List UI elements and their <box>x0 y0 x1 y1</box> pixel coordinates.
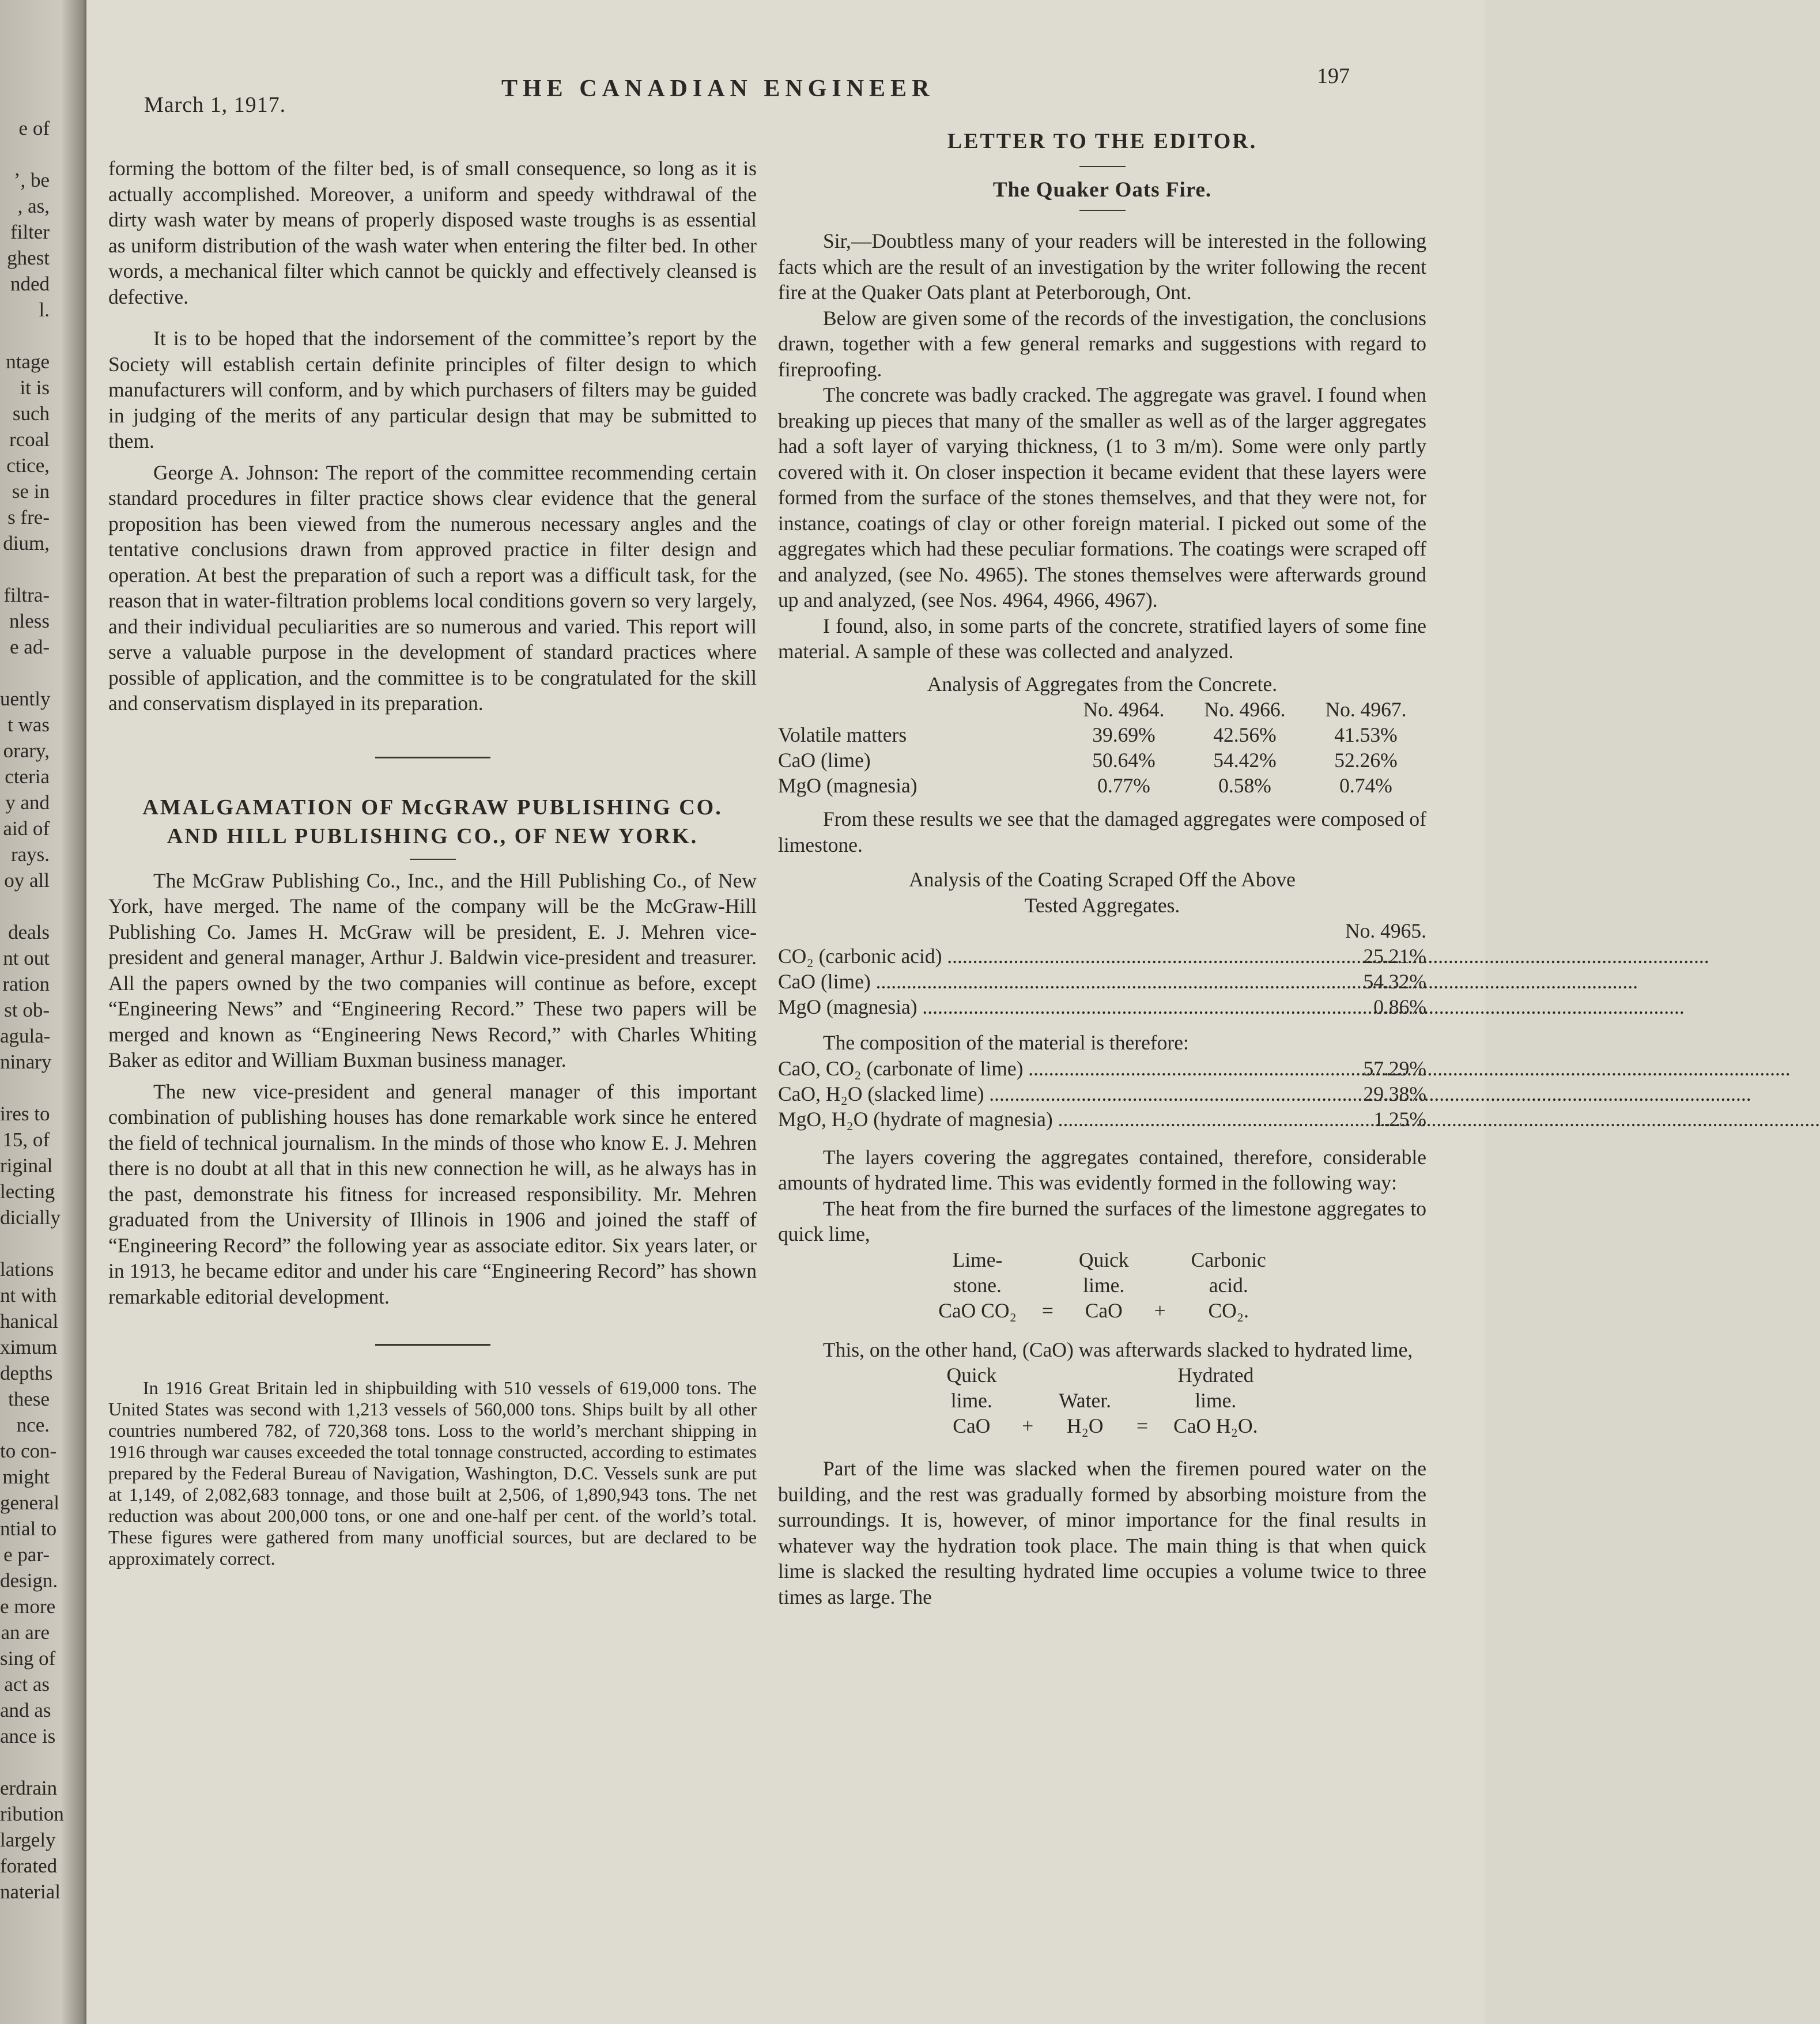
equation-term: CaO CO₂ <box>938 1298 1017 1322</box>
article-title <box>108 793 757 851</box>
facing-page-fragment: ribution <box>0 1803 64 1825</box>
table-row <box>778 1107 1426 1132</box>
equation-term: CaO <box>1085 1298 1123 1322</box>
paragraph: I found, also, in some parts of the concrete, stratified layers of some fine material. A sample of these was collected and analyzed. <box>778 614 1426 663</box>
table-row <box>778 747 1426 773</box>
facing-page-fragment <box>0 660 50 686</box>
right-column <box>778 127 1426 1610</box>
facing-page-fragment: ’, be <box>13 169 50 191</box>
facing-page-fragment: orary, <box>3 739 50 762</box>
composition-table <box>778 1056 1426 1132</box>
equation-heading: Water. <box>1059 1389 1112 1412</box>
facing-page-fragment: l. <box>39 299 50 321</box>
facing-page-fragment: ninary <box>0 1051 52 1073</box>
binding-gutter <box>0 0 86 2024</box>
table-row <box>778 994 1426 1019</box>
table-row <box>778 773 1426 798</box>
facing-page-fragment: nded <box>10 273 50 295</box>
facing-page-fragment: se in <box>12 480 50 503</box>
facing-page-fragment: e par- <box>3 1543 50 1566</box>
facing-page-fragment <box>0 893 50 919</box>
facing-page-fragment: dium, <box>3 532 50 554</box>
table-2-title-line-1: Analysis of the Coating Scraped Off the Above <box>909 868 1296 891</box>
facing-page-fragment: general <box>0 1491 59 1514</box>
letter-subtitle: The Quaker Oats Fire. <box>992 178 1212 202</box>
facing-page-fragment: it is <box>20 376 50 399</box>
cell: 54.32% <box>1363 970 1426 993</box>
table-row <box>778 722 1426 747</box>
paragraph: From these results we see that the damaged aggregates were composed of limestone. <box>778 807 1426 856</box>
equation-heading: lime. <box>1083 1273 1125 1297</box>
table-header-row <box>778 697 1426 722</box>
row-label: Volatile matters <box>778 723 907 746</box>
table-2-title-line-2: Tested Aggregates. <box>1024 893 1180 917</box>
facing-page-fragment: filter <box>10 221 50 243</box>
left-column <box>108 156 757 1569</box>
section-title: LETTER TO THE EDITOR. <box>947 129 1258 153</box>
facing-page-fragment: depths <box>0 1362 53 1384</box>
facing-page-fragment: might <box>2 1466 50 1488</box>
paragraph: The heat from the fire burned the surfaces of the limestone aggregates to quick lime, <box>778 1196 1426 1245</box>
table-row <box>778 943 1426 969</box>
facing-page-fragment: t was <box>7 713 50 736</box>
facing-page-fragment: e of <box>18 117 50 139</box>
cell: 0.77% <box>1097 774 1150 797</box>
page-number: 197 <box>1317 64 1350 88</box>
facing-page-fragment: nt with <box>0 1284 57 1306</box>
cell: 0.58% <box>1218 774 1271 797</box>
paragraph: Below are given some of the records of the investigation, the conclusions drawn, together with a few general remarks and suggestions with regard to fireproofing. <box>778 306 1426 381</box>
column-header: No. 4966. <box>1204 698 1286 721</box>
cell: 39.69% <box>1092 723 1156 746</box>
paragraph: Sir,—Doubtless many of your readers will be interested in the following facts which are the result of an investigation by the writer following the recent fire at the Quaker Oats plant at Peterborough, Ont. <box>778 229 1426 304</box>
paragraph: The concrete was badly cracked. The aggregate was gravel. I found when breaking up pieces that many of the smaller as well as of the larger aggregates had a soft layer of varying thickness, (1 to 3 m/m). Some were only partly covered with it. On closer inspection it became evident that these layers were formed from the surface of the stones themselves, and that they were not, for instance, coatings of clay or other foreign material. I picked out some of the aggregates which had these peculiar formations. The coatings were scraped off and analyzed, (see No. 4965). The stones themselves were afterwards ground up and analyzed, (see Nos. 4964, 4966, 4967). <box>778 383 1426 611</box>
paragraph: It is to be hoped that the indorsement of the committee’s report by the Society will establish certain definite principles of filter design to which manufacturers will conform, and by which purchasers of filters may be guided in judging of the merits of any particular design that may be submitted to them. <box>108 327 757 452</box>
cell: 50.64% <box>1092 749 1156 772</box>
facing-page-fragment: 15, of <box>2 1128 50 1151</box>
cell: 0.74% <box>1339 774 1392 797</box>
table-row <box>778 1056 1426 1081</box>
equation-heading: Carbonic <box>1191 1248 1266 1271</box>
equation-heading <box>1046 1362 1124 1388</box>
facing-page-fragment: hanical <box>0 1310 59 1332</box>
aggregates-analysis-table <box>778 697 1426 798</box>
table-header-row <box>778 918 1426 943</box>
table-row <box>778 969 1426 994</box>
facing-page-fragment <box>0 1075 50 1101</box>
row-label: CaO (lime) <box>778 749 871 772</box>
equation-heading: lime. <box>1195 1389 1237 1412</box>
facing-page-fragment: , as, <box>17 195 50 217</box>
facing-page-fragment: lations <box>0 1258 54 1281</box>
facing-page-fragment: nce. <box>16 1414 50 1436</box>
article-title-line-2: AND HILL PUBLISHING CO., OF NEW YORK. <box>167 824 698 848</box>
facing-page-fragment: lecting <box>0 1180 55 1203</box>
facing-page-fragment: ntage <box>6 350 50 373</box>
facing-page-fragment: nless <box>9 610 50 632</box>
facing-page-fragment: rcoal <box>9 428 50 451</box>
equation-heading: lime. <box>950 1389 992 1412</box>
column-header: No. 4965. <box>1345 919 1426 942</box>
equation-term: CaO H₂O. <box>1173 1414 1258 1437</box>
facing-page-fragment: aid of <box>3 817 50 840</box>
facing-page-fragment: ration <box>2 973 50 995</box>
facing-page-fragment: st ob- <box>4 999 50 1021</box>
facing-page-fragment: agula- <box>0 1025 51 1047</box>
cell: 42.56% <box>1213 723 1277 746</box>
facing-page-fragment: dicially <box>0 1206 61 1229</box>
equation-operator: = <box>1041 1298 1054 1322</box>
row-label: MgO, H₂O (hydrate of magnesia) ..... <box>778 1107 1310 1132</box>
facing-page-fragment <box>0 141 50 167</box>
equation-operator: + <box>1154 1298 1166 1322</box>
facing-page-fragment: act as <box>4 1673 50 1696</box>
paragraph: forming the bottom of the filter bed, is of small consequence, so long as it is actually accomplished. Moreover, a uniform and speedy withdrawal of the dirty wash water by means of properly disposed waste troughs is as essential as uniform distribution of the wash water when entering the filter bed. In other words, a mechanical filter which cannot be quickly and effectively cleansed is defective. <box>108 157 757 308</box>
row-label: CaO (lime) ..... <box>778 969 1310 994</box>
paragraph: George A. Johnson: The report of the committee recommending certain standard procedures in filter practice shows clear evidence that the general proposition has been viewed from the numerous necessary angles and the tentative conclusions drawn from approved practice in filter design and operation. At best the preparation of such a report was a difficult task, for the reason that in water-filtration problems local conditions govern so very largely, and their individual peculiarities are so numerous and varied. This report will serve a valuable purpose in the development of standard practices where possible of application, and the committee is to be congratulated for the skill and conservatism displayed in its preparation. <box>108 460 757 715</box>
facing-page-fragment: filtra- <box>3 584 50 606</box>
equation-term: CO₂. <box>1208 1298 1249 1322</box>
facing-page-fragment: to con- <box>0 1440 57 1462</box>
facing-page-fragment: ntial to <box>0 1517 57 1540</box>
facing-page-fragment: riginal <box>0 1154 53 1177</box>
facing-page-fragments <box>0 115 64 1905</box>
facing-page-fragment: ires to <box>0 1102 50 1125</box>
paragraph: This, on the other hand, (CaO) was afterwards slacked to hydrated lime, <box>823 1338 1413 1361</box>
facing-page-fragment: y and <box>5 791 50 814</box>
shipbuilding-note <box>108 1377 757 1569</box>
equation-heading: stone. <box>953 1273 1002 1297</box>
equation-heading: acid. <box>1209 1273 1248 1297</box>
facing-page-fragment: such <box>12 402 50 425</box>
cell: 1.25% <box>1373 1107 1426 1131</box>
equation-operator: = <box>1136 1414 1149 1437</box>
cell: 29.38% <box>1363 1082 1426 1105</box>
cell: 57.29% <box>1363 1056 1426 1080</box>
paragraph: The new vice-president and general manager of this important combination of publishing houses has done remarkable work since he entered the field of technical journalism. In the minds of those who know E. J. Mehren there is no doubt at all that in this new connection he will, as he always has in the past, demonstrate his fitness for increased responsibility. Mr. Mehren graduated from the University of Illinois in 1906 and joined the staff of “Engineering Record” the following year as associate editor. Six years later, or in 1913, he became editor and under his care “Engineering Record” has shown remarkable editorial development. <box>108 1079 757 1308</box>
column-header: No. 4967. <box>1325 698 1407 721</box>
cell: 41.53% <box>1334 723 1398 746</box>
facing-page-fragment: ximum <box>0 1336 58 1358</box>
facing-page-fragment <box>0 323 50 349</box>
row-label: MgO (magnesia) <box>778 774 917 797</box>
cell: 52.26% <box>1334 749 1398 772</box>
facing-page-fragment: and as <box>0 1699 51 1721</box>
note-text: In 1916 Great Britain led in shipbuilding with 510 vessels of 619,000 tons. The United States was second with 1,213 vessels of 560,000 tons. Ships built by all other countries numbered 782, of 720,368 tons. Loss to the world’s merchant shipping in 1916 through war causes exceeded the total tonnage constructed, according to estimates prepared by the Federal Bureau of Navigation, Washington, D.C. Vessels sunk are put at 1,149, of 2,082,683 tonnage, and those built at 2,506, of 1,890,943 tons. The net reduction was about 200,000 tons, or one and one-half per cent. of the world’s total. These figures were gathered from many unofficial sources, but are declared to be approximately correct. <box>108 1377 757 1569</box>
facing-page-fragment: an are <box>1 1621 50 1644</box>
facing-page-fragment: nt out <box>3 947 50 969</box>
facing-page-fragment: sing of <box>0 1647 56 1670</box>
equation-term: CaO <box>953 1414 991 1437</box>
equation-heading: Hydrated <box>1177 1364 1254 1387</box>
row-label: CO₂ (carbonic acid) ..... <box>778 943 1310 969</box>
facing-page-fragment: e more <box>0 1595 56 1618</box>
cell: 54.42% <box>1213 749 1277 772</box>
table-3-title: The composition of the material is therefore: <box>823 1031 1189 1054</box>
facing-page-fragment: erdrain <box>0 1777 58 1799</box>
equation-term: H₂O <box>1066 1414 1104 1437</box>
column-header: No. 4964. <box>1083 698 1165 721</box>
facing-page-fragment: cteria <box>5 765 50 788</box>
cell: 0.86% <box>1373 995 1426 1018</box>
facing-page-fragment <box>0 556 50 582</box>
facing-page-fragment: ghest <box>7 247 50 269</box>
equation-operator: + <box>1022 1414 1034 1437</box>
row-label: CaO, H₂O (slacked lime) ..... <box>778 1081 1310 1107</box>
paragraph: Part of the lime was slacked when the firemen poured water on the building, and the rest was gradually formed by absorbing moisture from the surroundings. It is, however, of minor importance for the final results in whatever way the hydration took place. The main thing is that when quick lime is slacked the resulting hydrated lime occupies a volume twice to three times as large. The <box>778 1457 1426 1608</box>
issue-date: March 1, 1917. <box>144 93 286 117</box>
facing-page-fragment: design. <box>0 1569 58 1592</box>
facing-page-fragment: ctice, <box>6 454 50 477</box>
facing-page-fragment: deals <box>8 921 50 943</box>
facing-page-fragment: largely <box>0 1829 56 1851</box>
paragraph: The McGraw Publishing Co., Inc., and the Hill Publishing Co., of New York, have merged. The name of the company will be the McGraw-Hill Publishing Co. James H. McGraw will be president, E. J. Mehren vice-president and general manager, Arthur J. Baldwin vice-president and treasurer. All the papers owned by the two companies will continue as before, except “Engineering News” and “Engineering Record.” These two papers will be merged and known as “Engineering News Record,” with Charles Whiting Baker as editor and William Buxman business manager. <box>108 868 757 1071</box>
cell: 25.21% <box>1363 945 1426 968</box>
facing-page-fragment: oy all <box>4 869 50 892</box>
facing-page-fragment <box>0 1230 50 1256</box>
table-1-title: Analysis of Aggregates from the Concrete. <box>927 672 1278 696</box>
facing-page-fragment: s fre- <box>7 506 50 528</box>
facing-page-fragment: these <box>8 1388 50 1410</box>
article-title-line-1: AMALGAMATION OF McGRAW PUBLISHING CO. <box>142 795 723 820</box>
coating-analysis-table <box>778 918 1426 1019</box>
facing-page-fragment: rays. <box>10 843 50 866</box>
table-row <box>778 1081 1426 1107</box>
publication-title: THE CANADIAN ENGINEER <box>501 75 935 102</box>
equation-heading: Quick <box>946 1364 997 1387</box>
facing-page-fragment: forated <box>0 1855 58 1877</box>
facing-page-fragment: ance is <box>0 1725 56 1747</box>
equation-heading: Lime- <box>952 1248 1003 1271</box>
equation-heading: Quick <box>1078 1248 1129 1271</box>
page-header <box>86 52 1485 121</box>
facing-page-fragment: e ad- <box>10 636 50 658</box>
page <box>86 0 1485 2024</box>
row-label: MgO (magnesia) ..... <box>778 994 1310 1019</box>
facing-page-fragment: uently <box>0 688 51 710</box>
row-label: CaO, CO₂ (carbonate of lime) ..... <box>778 1056 1310 1081</box>
reaction-equation-1 <box>778 1247 1426 1323</box>
facing-page-fragment: naterial <box>0 1880 61 1903</box>
facing-page-fragment <box>0 1749 50 1775</box>
reaction-equation-2 <box>778 1362 1426 1438</box>
paragraph: The layers covering the aggregates contained, therefore, considerable amounts of hydrated lime. This was evidently formed in the following way: <box>778 1145 1426 1194</box>
